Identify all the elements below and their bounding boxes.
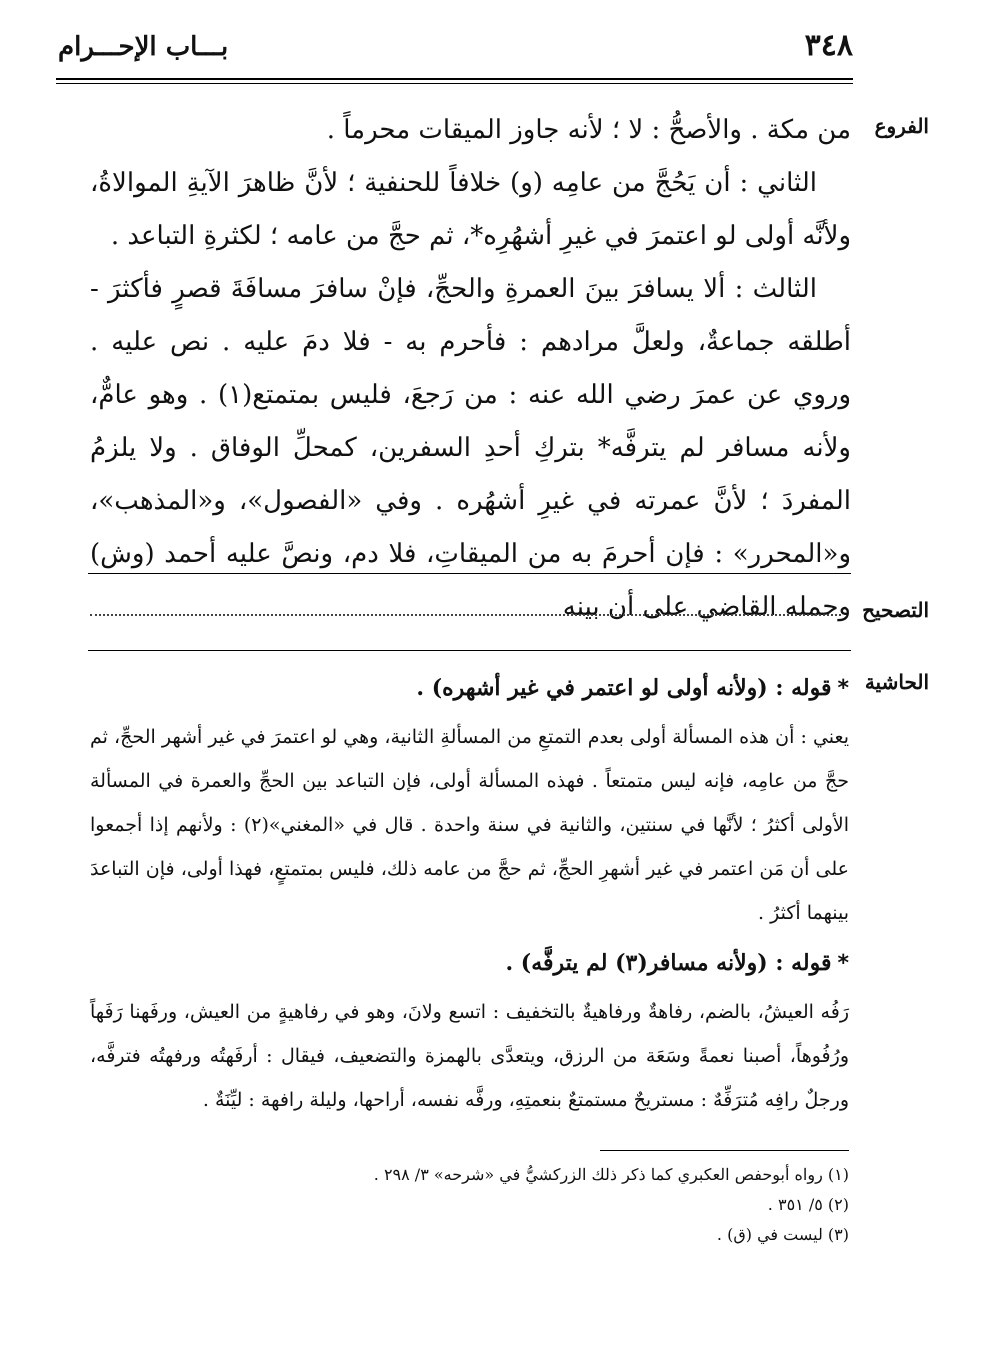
footnote-3: (٣) ليست في (ق) .	[716, 1225, 849, 1244]
qawl-heading-2	[90, 943, 849, 984]
footnote-1: (١) رواه أبوحفص العكبري كما ذكر ذلك الزركشيُّ في «شرحه» ٣/ ٢٩٨ .	[373, 1165, 849, 1184]
asterisk-icon: *	[837, 951, 849, 976]
hashiya-note-1: يعني : أن هذه المسألة أولى بعدم التمتعِ من المسألةِ الثانية، وهي لو اعتمرَ في غير أشهر الحجِّ، ثم حجَّ من عامِه، فإنه ليس متمتعاً . فهذه المسألة أولى، فإن التباعد بين الحجِّ والعمرة في المسألة الأولى أكثرُ ؛ لأنَّها في سنتين، والثانية في سنة واحدة . قال في «المغني»(٢) : ولأنهم إذا أجمعوا على أن مَن اعتمر في غير أشهرِ الحجِّ، ثم حجَّ من عامه ذلك، فليس بمتمتعٍ، فهذا أولى، فإن التباعدَ بينهما أكثرُ .	[90, 726, 850, 924]
furu-label: الفروع	[874, 114, 929, 138]
header-rule	[56, 78, 853, 84]
section-divider-top	[88, 573, 851, 574]
tashih-label: التصحيح	[862, 598, 929, 622]
footnotes	[90, 1160, 849, 1250]
tashih-dotted-line	[90, 614, 841, 616]
section-divider-bottom	[88, 650, 851, 651]
hashiya-note-2: رَفُه العيشُ، بالضم، رفاهةٌ ورفاهيةٌ بالتخفيف : اتسع ولانَ، وهو في رفاهيةٍ من العيش، ورفَهنا رَفَهاً ورُفُوهاً، أصبنا نعمةً وسَعَة من الرزق، ويتعدَّى بالهمزة والتضعيف، فيقال : أرفَهتُه ورفهتُه فترفَّه، ورجلٌ رافِه مُترَفِّهٌ : مستريحٌ مستمتعٌ بنعمتِهِ، ورفَّه نفسه، أراحها، وليلة رافهة : ليِّنَةٌ .	[90, 1001, 849, 1111]
hashiya-label: الحاشية	[864, 670, 929, 694]
footnote-rule	[600, 1150, 849, 1151]
main-paragraph-3: الثالث : ألا يسافرَ بينَ العمرةِ والحجِّ، فإنْ سافرَ مسافَةَ قصرٍ فأكثرَ - أطلقه جماعةٌ، ولعلَّ مرادهم : فأحرم به - فلا دمَ عليه . نص عليه . وروي عن عمرَ رضي الله عنه : من رَجعَ، فليس بمتمتع(١) . وهو عامٌّ، ولأنه مسافر لم يترفَّه* بتركِ أحدِ السفرين، كمحلِّ الوفاق . ولا يلزمُ المفردَ ؛ لأنَّ عمرته في غيرِ أشهُره . وفي «الفصول»، و«المذهب»، و«المحرر» : فإن أحرمَ به من الميقاتِ، فلا دم، ونصَّ عليه أحمد (وش) وحمله القاضي على أن بينه	[90, 274, 852, 622]
qawl-heading-1	[90, 668, 849, 709]
main-paragraph-2: الثاني : أن يَحُجَّ من عامِه (و) خلافاً للحنفية ؛ لأنَّ ظاهرَ الآيةِ الموالاةُ، ولأنَّه أولى لو اعتمرَ في غيرِ أشهُرِه*، ثم حجَّ من عامه ؛ لكثرةِ التباعد .	[90, 168, 851, 251]
qawl-text-1: قوله : (ولأنه أولى لو اعتمر في غير أشهره) .	[416, 675, 832, 701]
asterisk-icon: *	[837, 676, 849, 701]
main-paragraph-1: من مكة . والأصحُّ : لا ؛ لأنه جاوز الميقات محرماً .	[326, 115, 851, 145]
qawl-text-2: قوله : (ولأنه مسافر(٣) لم يترفَّه) .	[505, 950, 832, 976]
page-number: ٣٤٨	[804, 28, 853, 63]
chapter-title: بـــاب الإحـــرام	[58, 32, 229, 62]
main-text	[90, 104, 851, 634]
hashiya-section	[90, 668, 849, 1130]
footnote-2: (٢) ٥/ ٣٥١ .	[767, 1195, 849, 1214]
